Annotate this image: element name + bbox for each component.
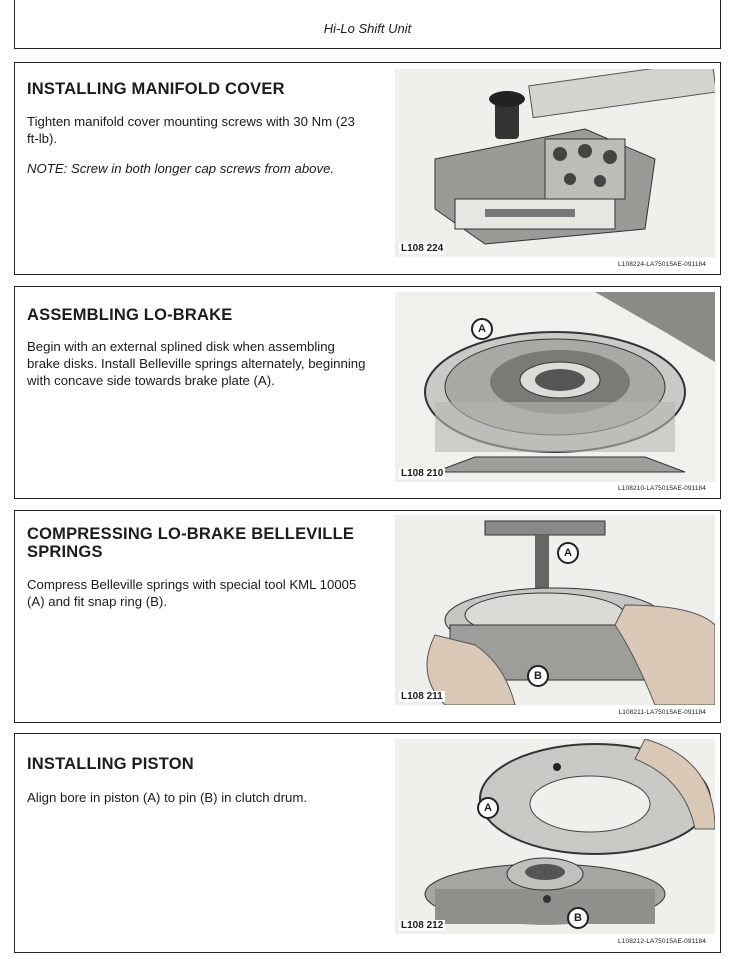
figure-code: L108211-LA75015AE-091184 — [618, 709, 706, 716]
callout-b: B — [567, 907, 589, 929]
photo-manifold-cover — [395, 69, 715, 257]
callout-a: A — [477, 797, 499, 819]
section-title: INSTALLING MANIFOLD COVER — [27, 80, 285, 98]
section-assembling-lo-brake — [14, 286, 721, 499]
section-note: NOTE: Screw in both longer cap screws from above. — [27, 161, 335, 176]
figure-code: L108224-LA75015AE-091184 — [618, 261, 706, 268]
photo-label: L108 210 — [401, 468, 444, 479]
section-title: COMPRESSING LO-BRAKE BELLEVILLE SPRINGS — [27, 525, 355, 561]
section-installing-piston — [14, 733, 721, 953]
photo-label: L108 224 — [401, 243, 444, 254]
section-body: Begin with an external splined disk when assembling brake disks. Install Belleville springs alternately, beginning with concave side towards brake plate (A). — [27, 339, 366, 388]
photo-piston — [395, 739, 715, 934]
photo-belleville-springs — [395, 515, 715, 705]
callout-a: A — [557, 542, 579, 564]
section-body: Compress Belleville springs with special tool KML 10005 (A) and fit snap ring (B). — [27, 577, 357, 609]
page-header — [14, 0, 721, 49]
section-title: INSTALLING PISTON — [27, 755, 194, 773]
section-installing-manifold-cover — [14, 62, 721, 275]
section-title: ASSEMBLING LO-BRAKE — [27, 306, 233, 324]
photo-lo-brake — [395, 292, 715, 482]
callout-b: B — [527, 665, 549, 687]
section-body: Tighten manifold cover mounting screws with 30 Nm (23 ft-lb). — [27, 114, 355, 146]
callout-a: A — [471, 318, 493, 340]
photo-label: L108 211 — [401, 691, 443, 702]
figure-code: L108210-LA75015AE-091184 — [618, 485, 706, 492]
section-body: Align bore in piston (A) to pin (B) in clutch drum. — [27, 790, 307, 805]
figure-code: L108212-LA75015AE-091184 — [618, 938, 706, 945]
section-compressing-belleville-springs — [14, 510, 721, 723]
page-title: Hi-Lo Shift Unit — [323, 21, 412, 36]
photo-label: L108 212 — [401, 920, 444, 931]
